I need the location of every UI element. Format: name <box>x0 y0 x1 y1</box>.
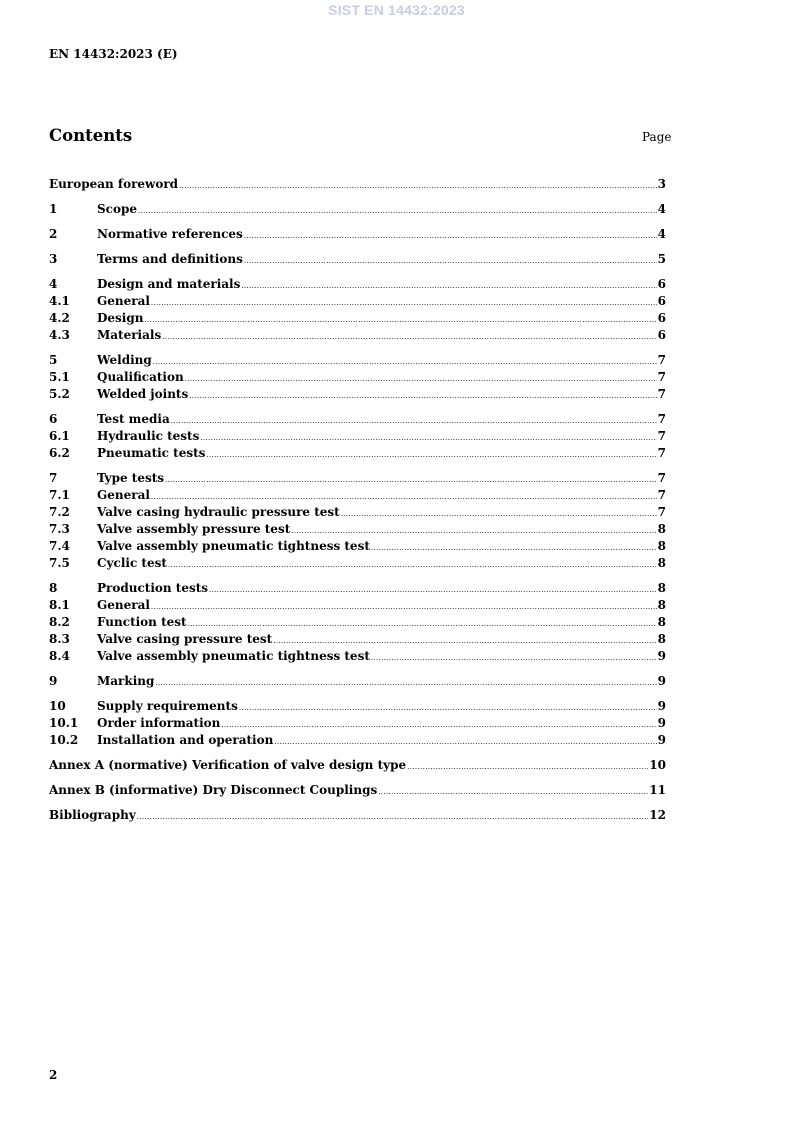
toc-entry-title: Normative references <box>97 227 243 241</box>
toc-entry[interactable] <box>49 631 666 648</box>
toc-entry-title: Scope <box>97 202 138 216</box>
toc-entry-number: 7.4 <box>49 539 70 553</box>
toc-entry-number: 7.5 <box>49 556 70 570</box>
toc-entry-number: 5.1 <box>49 370 70 384</box>
toc-entry-number: 8.1 <box>49 598 70 612</box>
toc-entry-title: Installation and operation <box>97 733 274 747</box>
toc-entry[interactable] <box>49 597 666 614</box>
toc-entry[interactable] <box>49 580 666 597</box>
toc-entry[interactable] <box>49 428 666 445</box>
toc-entry-title: Type tests <box>97 471 165 485</box>
toc-entry-page: 8 <box>657 615 666 629</box>
toc-entry-number: 8.2 <box>49 615 70 629</box>
toc-entry-page: 5 <box>657 252 666 266</box>
toc-entry[interactable] <box>49 251 666 268</box>
toc-entry[interactable] <box>49 411 666 428</box>
toc-entry-page: 7 <box>657 353 666 367</box>
toc-entry-page: 6 <box>657 294 666 308</box>
toc-dot-leader <box>151 292 657 309</box>
toc-entry-title: Annex A (normative) Verification of valve design type <box>49 758 407 772</box>
toc-entry-title: Order information <box>97 716 221 730</box>
toc-entry[interactable] <box>49 445 666 462</box>
toc-dot-leader <box>162 326 656 343</box>
toc-entry[interactable] <box>49 293 666 310</box>
toc-dot-leader <box>189 385 656 402</box>
toc-dot-leader <box>168 554 657 571</box>
toc-entry[interactable] <box>49 352 666 369</box>
toc-entry-number: 8.3 <box>49 632 70 646</box>
toc-entry-title: General <box>97 488 150 502</box>
toc-entry-number: 1 <box>49 202 58 216</box>
toc-entry-number: 5.2 <box>49 387 70 401</box>
toc-entry-page: 8 <box>657 581 666 595</box>
page-number: 2 <box>49 1068 58 1082</box>
toc-entry-title: Function test <box>97 615 187 629</box>
toc-entry-title: Valve casing hydraulic pressure test <box>97 505 340 519</box>
toc-entry-number: 10 <box>49 699 66 713</box>
toc-entry[interactable] <box>49 648 666 665</box>
toc-entry-title: General <box>97 598 150 612</box>
toc-dot-leader <box>153 351 657 368</box>
toc-entry-page: 12 <box>649 808 666 822</box>
toc-entry-title: Valve assembly pneumatic tightness test <box>97 539 370 553</box>
toc-entry-title: Materials <box>97 328 162 342</box>
toc-entry-page: 8 <box>657 522 666 536</box>
toc-entry[interactable] <box>49 369 666 386</box>
toc-entry-page: 8 <box>657 598 666 612</box>
toc-dot-leader <box>341 503 657 520</box>
toc-entry-page: 9 <box>657 649 666 663</box>
toc-entry-title: Marking <box>97 674 155 688</box>
toc-entry[interactable] <box>49 386 666 403</box>
toc-entry[interactable] <box>49 201 666 218</box>
toc-entry-number: 4.2 <box>49 311 70 325</box>
toc-entry-page: 9 <box>657 699 666 713</box>
toc-entry-page: 7 <box>657 471 666 485</box>
toc-entry-number: 6 <box>49 412 58 426</box>
toc-entry-number: 4.3 <box>49 328 70 342</box>
toc-entry-title: Pneumatic tests <box>97 446 206 460</box>
toc-entry-number: 7.2 <box>49 505 70 519</box>
toc-entry[interactable] <box>49 614 666 631</box>
toc-dot-leader <box>165 469 657 486</box>
toc-dot-leader <box>155 672 656 689</box>
toc-entry-number: 9 <box>49 674 58 688</box>
toc-entry-number: 3 <box>49 252 58 266</box>
toc-entry-number: 8 <box>49 581 58 595</box>
toc-entry[interactable] <box>49 782 666 799</box>
toc-entry[interactable] <box>49 327 666 344</box>
toc-entry-number: 6.1 <box>49 429 70 443</box>
toc-entry[interactable] <box>49 226 666 243</box>
toc-entry-number: 4 <box>49 277 58 291</box>
toc-entry-page: 9 <box>657 674 666 688</box>
toc-entry[interactable] <box>49 555 666 572</box>
toc-entry[interactable] <box>49 715 666 732</box>
toc-dot-leader <box>221 714 656 731</box>
toc-entry[interactable] <box>49 504 666 521</box>
toc-entry-number: 10.1 <box>49 716 79 730</box>
toc-entry-page: 7 <box>657 488 666 502</box>
toc-entry-title: Welding <box>97 353 152 367</box>
toc-entry-number: 5 <box>49 353 58 367</box>
toc-entry-page: 8 <box>657 632 666 646</box>
toc-dot-leader <box>151 596 657 613</box>
toc-entry-title: Design and materials <box>97 277 241 291</box>
toc-dot-leader <box>206 444 656 461</box>
toc-entry-title: Production tests <box>97 581 209 595</box>
toc-entry-page: 9 <box>657 716 666 730</box>
toc-entry-title: General <box>97 294 150 308</box>
toc-entry-page: 7 <box>657 446 666 460</box>
toc-entry[interactable] <box>49 732 666 749</box>
toc-entry-title: Cyclic test <box>97 556 167 570</box>
toc-dot-leader <box>185 368 657 385</box>
toc-dot-leader <box>171 410 657 427</box>
toc-dot-leader <box>241 275 656 292</box>
toc-dot-leader <box>151 486 657 503</box>
toc-entry-page: 8 <box>657 539 666 553</box>
toc-entry-title: Qualification <box>97 370 184 384</box>
toc-entry-page: 7 <box>657 387 666 401</box>
toc-entry-page: 7 <box>657 429 666 443</box>
page-title: Contents <box>49 126 133 145</box>
toc-entry[interactable] <box>49 538 666 555</box>
toc-entry[interactable] <box>49 698 666 715</box>
toc-entry-page: 9 <box>657 733 666 747</box>
document-id: EN 14432:2023 (E) <box>49 47 178 61</box>
toc-entry-number: 4.1 <box>49 294 70 308</box>
toc-dot-leader <box>239 697 657 714</box>
toc-entry-page: 11 <box>649 783 666 797</box>
toc-entry-page: 8 <box>657 556 666 570</box>
toc-entry-title: Valve assembly pneumatic tightness test <box>97 649 370 663</box>
toc-dot-leader <box>200 427 656 444</box>
toc-entry[interactable] <box>49 276 666 293</box>
toc-entry-page: 7 <box>657 370 666 384</box>
toc-entry-page: 6 <box>657 328 666 342</box>
toc-entry-page: 10 <box>649 758 666 772</box>
toc-entry[interactable] <box>49 310 666 327</box>
toc-entry-number: 7 <box>49 471 58 485</box>
toc-entry-page: 6 <box>657 277 666 291</box>
toc-dot-leader <box>188 613 657 630</box>
toc-entry[interactable] <box>49 487 666 504</box>
toc-entry-number: 6.2 <box>49 446 70 460</box>
toc-entry[interactable] <box>49 470 666 487</box>
toc-dot-leader <box>137 806 649 823</box>
toc-entry[interactable] <box>49 807 666 824</box>
toc-dot-leader <box>209 579 657 596</box>
toc-entry-page: 7 <box>657 412 666 426</box>
toc-entry-title: European foreword <box>49 177 179 191</box>
toc-dot-leader <box>378 781 648 798</box>
toc-entry-page: 3 <box>657 177 666 191</box>
watermark: SIST EN 14432:2023 <box>328 2 465 18</box>
toc-entry[interactable] <box>49 176 666 193</box>
toc-entry-title: Valve assembly pressure test <box>97 522 291 536</box>
toc-entry-number: 10.2 <box>49 733 79 747</box>
toc-dot-leader <box>138 200 657 217</box>
toc-entry[interactable] <box>49 673 666 690</box>
toc-entry-title: Terms and definitions <box>97 252 243 266</box>
toc-entry-page: 4 <box>657 227 666 241</box>
toc-entry-number: 8.4 <box>49 649 70 663</box>
toc-dot-leader <box>291 520 656 537</box>
toc-entry-title: Bibliography <box>49 808 136 822</box>
toc-entry-number: 7.3 <box>49 522 70 536</box>
toc-dot-leader <box>244 250 657 267</box>
toc-dot-leader <box>273 630 656 647</box>
toc-entry[interactable] <box>49 757 666 774</box>
toc-entry-title: Annex B (informative) Dry Disconnect Couplings <box>49 783 378 797</box>
toc-entry-page: 4 <box>657 202 666 216</box>
toc-entry-title: Hydraulic tests <box>97 429 200 443</box>
toc-entry-title: Design <box>97 311 144 325</box>
toc-entry-title: Valve casing pressure test <box>97 632 273 646</box>
toc-entry-page: 6 <box>657 311 666 325</box>
toc-entry[interactable] <box>49 521 666 538</box>
page-column-label: Page <box>642 130 672 144</box>
toc-dot-leader <box>179 175 657 192</box>
toc-dot-leader <box>144 309 656 326</box>
toc-entry-title: Supply requirements <box>97 699 238 713</box>
toc-entry-number: 7.1 <box>49 488 70 502</box>
toc-entry-number: 2 <box>49 227 58 241</box>
toc-entry-page: 7 <box>657 505 666 519</box>
toc-dot-leader <box>274 731 656 748</box>
toc-entry-title: Welded joints <box>97 387 189 401</box>
toc-dot-leader <box>244 225 657 242</box>
toc-dot-leader <box>371 647 657 664</box>
toc-entry-title: Test media <box>97 412 170 426</box>
table-of-contents <box>49 176 666 824</box>
toc-dot-leader <box>407 756 648 773</box>
toc-dot-leader <box>371 537 657 554</box>
